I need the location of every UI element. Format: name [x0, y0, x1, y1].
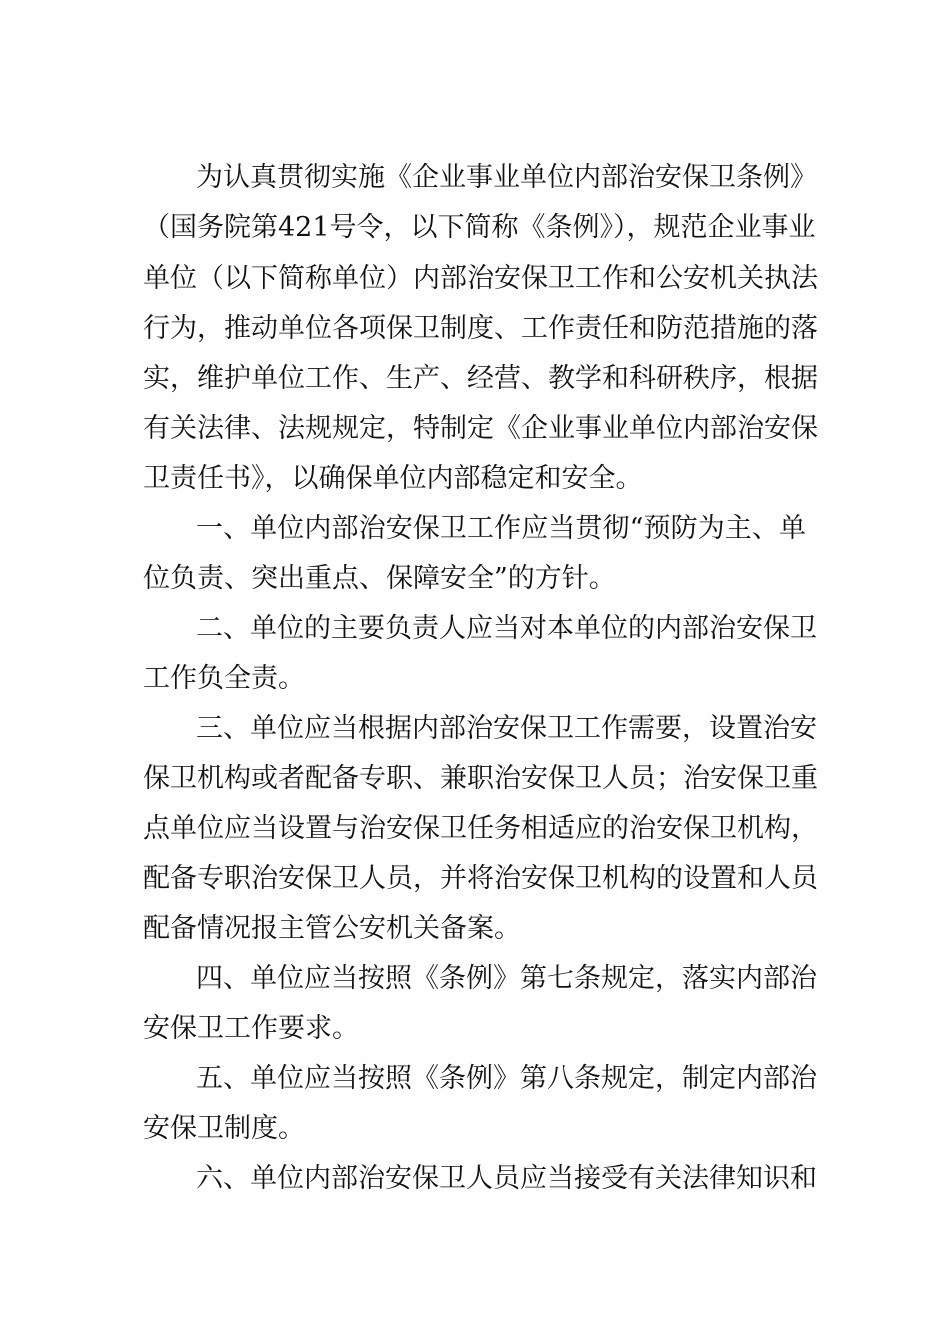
preamble-line-3: 单位（以下简称单位）内部治安保卫工作和公安机关执法: [143, 263, 818, 294]
preamble-line-6: 有关法律、法规规定，特制定《企业事业单位内部治安保: [143, 413, 818, 444]
article-3-line-5: 配备情况报主管公安机关备案。: [143, 913, 521, 944]
preamble-line-4: 行为，推动单位各项保卫制度、工作责任和防范措施的落: [143, 313, 818, 344]
article-1-line-2: 位负责、突出重点、保障安全”的方针。: [143, 563, 616, 594]
article-5-line-1: 五、单位应当按照《条例》第八条规定，制定内部治: [196, 1063, 817, 1094]
article-3-line-1: 三、单位应当根据内部治安保卫工作需要，设置治安: [196, 713, 817, 744]
article-5-line-2: 安保卫制度。: [143, 1113, 305, 1144]
article-3-line-2: 保卫机构或者配备专职、兼职治安保卫人员；治安保卫重: [143, 763, 818, 794]
article-1-line-1: 一、单位内部治安保卫工作应当贯彻“预防为主、单: [196, 513, 806, 544]
article-4-line-1: 四、单位应当按照《条例》第七条规定，落实内部治: [196, 963, 817, 994]
article-4-line-2: 安保卫工作要求。: [143, 1013, 359, 1044]
article-2-line-2: 工作负全责。: [143, 663, 305, 694]
article-3-line-3: 点单位应当设置与治安保卫任务相适应的治安保卫机构，: [143, 813, 818, 844]
preamble-line-1: 为认真贯彻实施《企业事业单位内部治安保卫条例》: [196, 162, 817, 193]
preamble-line-5: 实，维护单位工作、生产、经营、教学和科研秩序，根据: [143, 363, 818, 394]
article-2-line-1: 二、单位的主要负责人应当对本单位的内部治安保卫: [196, 613, 817, 644]
article-3-line-4: 配备专职治安保卫人员，并将治安保卫机构的设置和人员: [143, 863, 818, 894]
preamble-line-2: （国务院第421号令，以下简称《条例》），规范企业事业: [143, 212, 816, 243]
preamble-line-7: 卫责任书》，以确保单位内部稳定和安全。: [143, 463, 643, 494]
article-6-line-1: 六、单位内部治安保卫人员应当接受有关法律知识和: [196, 1163, 817, 1194]
